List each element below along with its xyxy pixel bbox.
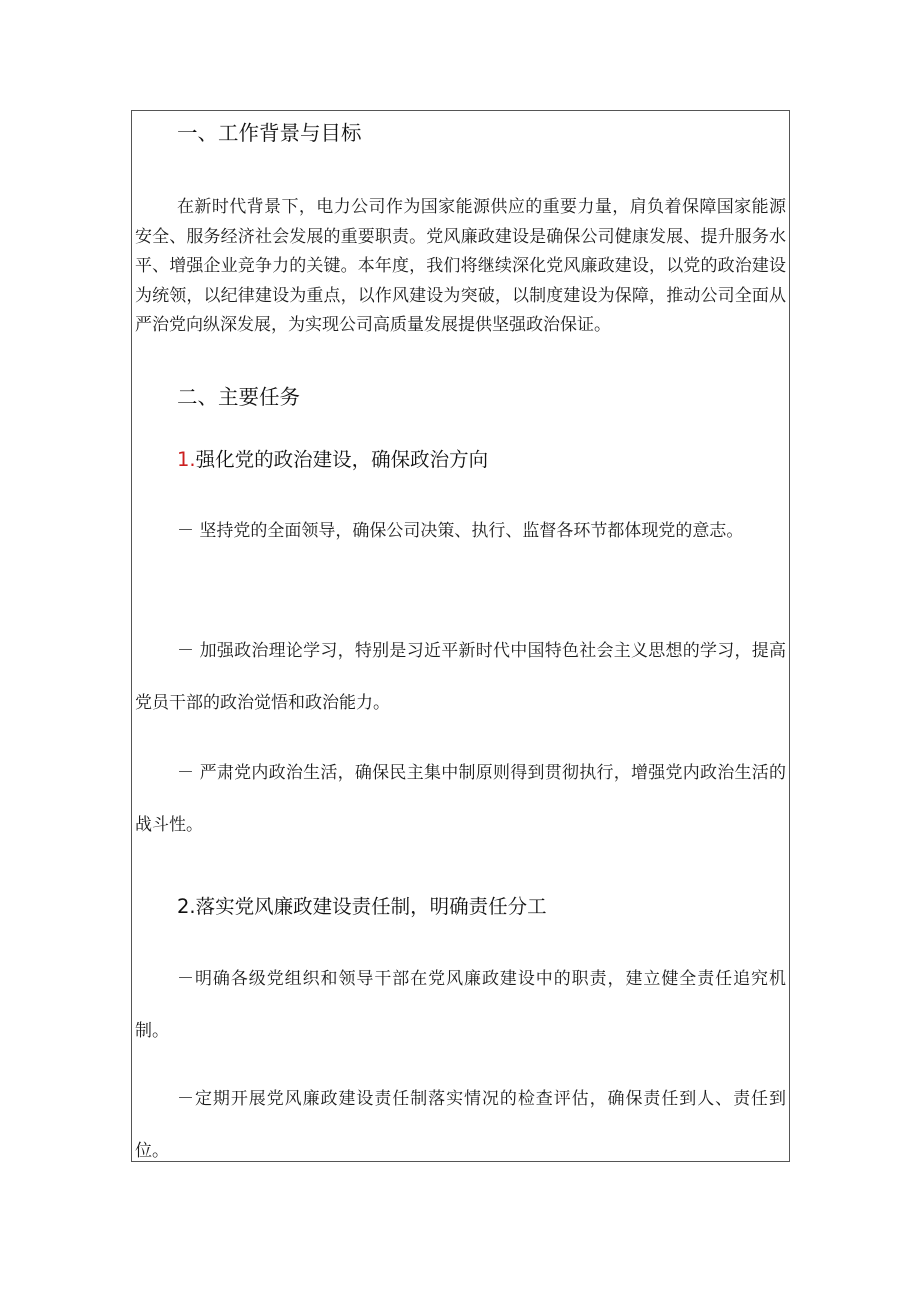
section-heading-background: 一、工作背景与目标 (177, 121, 362, 145)
paragraph-background: 在新时代背景下，电力公司作为国家能源供应的重要力量，肩负着保障国家能源安全、服务经济社会发展的重要职责。党风廉政建设是确保公司健康发展、提升服务水平、增强企业竞争力的关键。本年度，我们将继续深化党风廉政建设，以党的政治建设为统领，以纪律建设为重点，以作风建设为突破，以制度建设为保障，推动公司全面从严治党向纵深发展，为实现公司高质量发展提供坚强政治保证。 (135, 197, 786, 335)
list-item: － 加强政治理论学习，特别是习近平新时代中国特色社会主义思想的学习，提高党员干部的政治觉悟和政治能力。 (135, 641, 786, 713)
subsection-heading-2 (132, 893, 789, 921)
list-item: － 坚持党的全面领导，确保公司决策、执行、监督各环节都体现党的意志。 (177, 521, 744, 541)
document-frame (131, 110, 790, 1162)
list-item: －明确各级党组织和领导干部在党风廉政建设中的职责，建立健全责任追究机制。 (135, 969, 786, 1041)
list-item: － 严肃党内政治生活，确保民主集中制原则得到贯彻执行，增强党内政治生活的战斗性。 (135, 763, 786, 835)
subsection-title-2: 落实党风廉政建设责任制，明确责任分工 (195, 895, 547, 918)
subsection-title-1: 强化党的政治建设，确保政治方向 (195, 448, 489, 471)
section-heading-main-tasks: 二、主要任务 (177, 385, 300, 409)
subsection-number-1: 1. (177, 448, 196, 471)
subsection-number-2: 2. (177, 895, 196, 918)
list-item: －定期开展党风廉政建设责任制落实情况的检查评估，确保责任到人、责任到位。 (135, 1089, 786, 1161)
subsection-heading-1 (132, 446, 789, 474)
